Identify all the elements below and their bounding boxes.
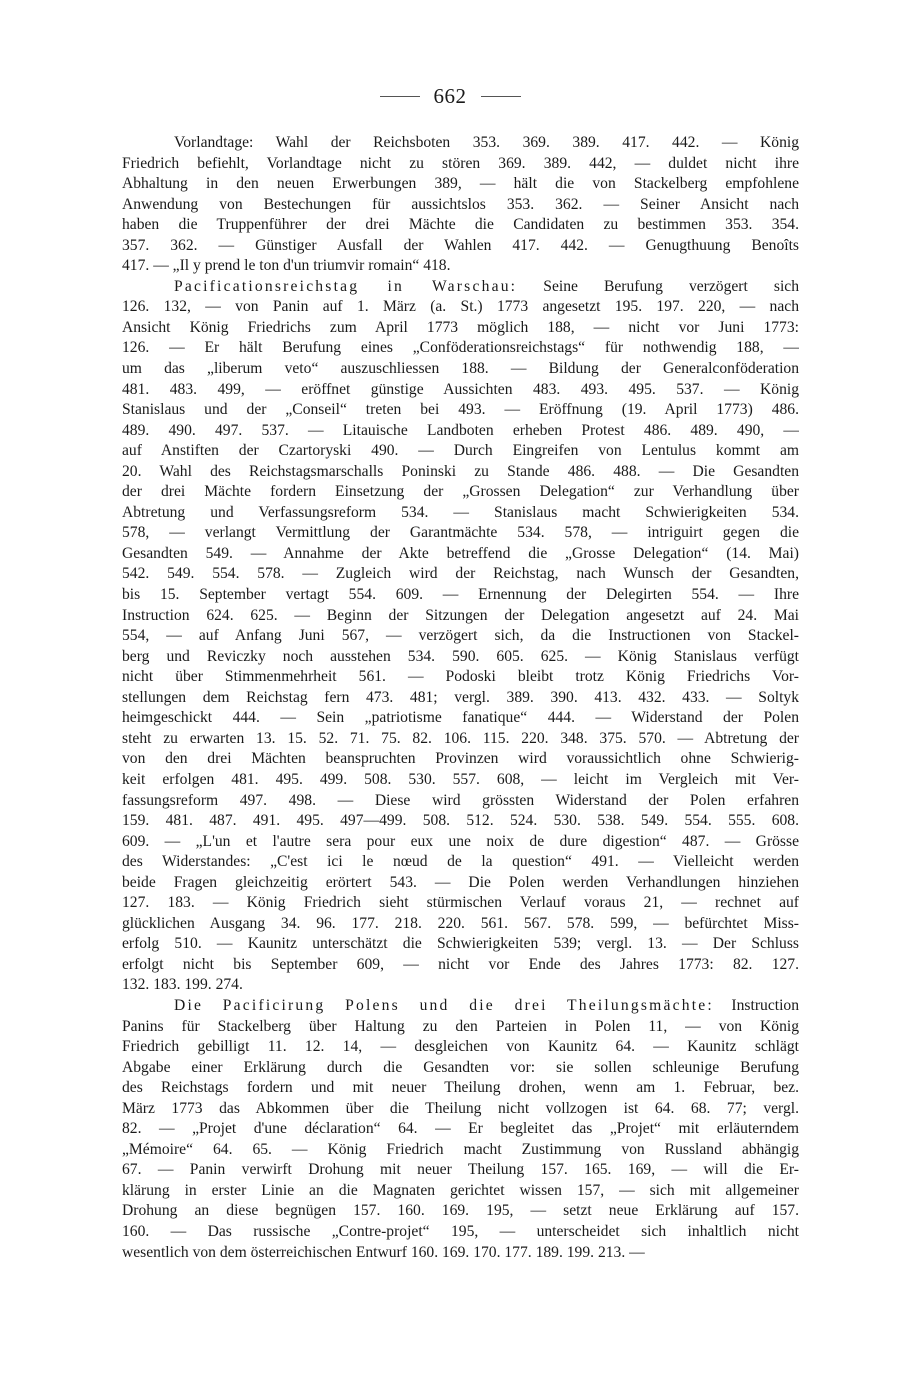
line-text: 82. — „Projet d'une déclaration“ 64. — Er begleitet das „Projet“ mit erläuterndem [122, 1120, 799, 1138]
line-text: wesentlich von dem österreichischen Entwurf 160. 169. 170. 177. 189. 199. 213. — [122, 1243, 645, 1261]
text-line [122, 564, 799, 585]
text-line [122, 647, 799, 668]
line-text: Anwendung von Bestechungen für aussichtslos 353. 362. — Seiner Ansicht nach [122, 195, 799, 213]
line-text: März 1773 das Abkommen über die Theilung nicht vollzogen ist 64. 68. 77; vergl. [122, 1099, 799, 1117]
text-line [122, 934, 799, 955]
text-line [122, 174, 799, 195]
line-text: 132. 183. 199. 274. [122, 976, 243, 994]
line-text: 67. — Panin verwirft Drohung mit neuer Theilung 157. 165. 169, — will die Er- [122, 1161, 799, 1179]
text-line [122, 1119, 799, 1140]
line-text: Friedrich befiehlt, Vorlandtage nicht zu stören 369. 389. 442, — duldet nicht ihre [122, 154, 799, 172]
page-body [122, 133, 799, 1263]
line-text: um das „liberum veto“ auszuschliessen 188. — Bildung der Generalconföderation [122, 360, 799, 378]
line-text: bis 15. September vertagt 554. 609. — Ernennung der Delegirten 554. — Ihre [122, 586, 799, 604]
line-text: Gesandten 549. — Annahme der Akte betreffend die „Grosse Delegation“ (14. Mai) [122, 544, 799, 562]
line-text: 481. 483. 499, — eröffnet günstige Aussichten 483. 493. 495. 537. — König [122, 380, 799, 398]
line-text: klärung in erster Linie an die Magnaten gerichtet wissen 157, — sich mit allgemeiner [122, 1181, 799, 1199]
line-text: erfolgt nicht bis September 609, — nicht vor Ende des Jahres 1773: 82. 127. [122, 955, 799, 973]
text-line [122, 256, 799, 277]
text-line [122, 400, 799, 421]
line-text: Friedrich gebilligt 11. 12. 14, — desgleichen von Kaunitz 64. — Kaunitz schlägt [122, 1038, 799, 1056]
text-line [122, 1222, 799, 1243]
text-line [122, 996, 799, 1017]
text-line [122, 791, 799, 812]
text-line [122, 667, 799, 688]
line-text: „Mémoire“ 64. 65. — König Friedrich macht Zustimmung von Russland abhängig [122, 1140, 799, 1158]
line-text: Panins für Stackelberg über Haltung zu den Parteien in Polen 11, — von König [122, 1017, 799, 1035]
text-line [122, 133, 799, 154]
line-text: 159. 481. 487. 491. 495. 497—499. 508. 512. 524. 530. 538. 549. 554. 555. 608. [122, 812, 799, 830]
line-text: 578, — verlangt Vermittlung der Garantmächte 534. 578, — intriguirt gegen die [122, 524, 799, 542]
text-line [122, 1037, 799, 1058]
text-line [122, 1078, 799, 1099]
text-line [122, 544, 799, 565]
line-text: 357. 362. — Günstiger Ausfall der Wahlen 417. 442. — Genugthuung Benoîts [122, 236, 799, 254]
page-number: 662 [433, 84, 467, 108]
text-line [122, 770, 799, 791]
line-text: beide Fragen gleichzeitig erörtert 543. — Die Polen werden Verhandlungen hinziehen [122, 873, 799, 891]
text-line [122, 462, 799, 483]
text-line [122, 359, 799, 380]
line-text: heimgeschickt 444. — Sein „patriotisme fanatique“ 444. — Widerstand der Polen [122, 709, 799, 727]
text-line [122, 975, 799, 996]
line-text: 160. — Das russische „Contre-projet“ 195, — unterscheidet sich inhaltlich nicht [122, 1222, 799, 1240]
entry-heading: Pacificationsreichstag in Warschau: [174, 277, 518, 295]
text-line [122, 873, 799, 894]
line-text: 20. Wahl des Reichstagsmarschalls Poninski zu Stande 486. 488. — Die Gesandten [122, 462, 799, 480]
text-line [122, 1058, 799, 1079]
text-line [122, 1140, 799, 1161]
text-line [122, 318, 799, 339]
text-line [122, 688, 799, 709]
line-text: des Widerstandes: „C'est ici le nœud de la question“ 491. — Vielleicht werden [122, 853, 799, 871]
line-text: Seine Berufung verzögert sich [517, 277, 799, 295]
line-text: Abtretung und Verfassungsreform 534. — Stanislaus macht Schwierigkeiten 534. [122, 503, 799, 521]
line-text: 417. — „Il y prend le ton d'un triumvir romain“ 418. [122, 257, 451, 275]
line-text: steht zu erwarten 13. 15. 52. 71. 75. 82. 106. 115. 220. 348. 375. 570. — Abtretung der [122, 729, 799, 747]
line-text: glücklichen Ausgang 34. 96. 177. 218. 220. 561. 567. 578. 599, — befürchtet Miss- [122, 914, 799, 932]
text-line [122, 1017, 799, 1038]
text-line [122, 1160, 799, 1181]
line-text: von den drei Mächten beanspruchten Provinzen wird voraussichtlich ohne Schwierig- [122, 750, 799, 768]
text-line [122, 1099, 799, 1120]
line-text: nicht über Stimmenmehrheit 561. — Podoski bleibt trotz König Friedrichs Vor- [122, 668, 799, 686]
line-text: Ansicht König Friedrichs zum April 1773 möglich 188, — nicht vor Juni 1773: [122, 318, 799, 336]
line-text: Abhaltung in den neuen Erwerbungen 389, — hält die von Stackelberg empfohlene [122, 175, 799, 193]
line-text: auf Anstiften der Czartoryski 490. — Durch Eingreifen von Lentulus kommt am [122, 442, 799, 460]
line-text: berg und Reviczky noch ausstehen 534. 590. 605. 625. — König Stanislaus verfügt [122, 647, 799, 665]
line-text: 542. 549. 554. 578. — Zugleich wird der Reichstag, nach Wunsch der Gesandten, [122, 565, 799, 583]
index-entry-vorlandtage [122, 133, 799, 277]
text-line [122, 277, 799, 298]
text-line [122, 606, 799, 627]
text-line [122, 1243, 799, 1264]
text-line [122, 154, 799, 175]
line-text: 489. 490. 497. 537. — Litauische Landboten erheben Protest 486. 489. 490, — [122, 421, 799, 439]
text-line [122, 297, 799, 318]
text-line [122, 421, 799, 442]
line-text: keit erfolgen 481. 495. 499. 508. 530. 557. 608, — leicht im Vergleich mit Ver- [122, 770, 799, 788]
text-line [122, 503, 799, 524]
text-line [122, 215, 799, 236]
page-header [0, 84, 900, 109]
line-text: haben die Truppenführer der drei Mächte die Candidaten zu bestimmen 353. 354. [122, 216, 799, 234]
text-line [122, 195, 799, 216]
text-line [122, 852, 799, 873]
text-line [122, 955, 799, 976]
line-text: 554, — auf Anfang Juni 567, — verzögert sich, da die Instructionen von Stackel- [122, 627, 799, 645]
text-line [122, 893, 799, 914]
index-entry-pacificirung [122, 996, 799, 1263]
line-text: Drohung an diese begnügen 157. 160. 169. 195, — setzt neue Erklärung auf 157. [122, 1202, 799, 1220]
line-text: stellungen dem Reichstag fern 473. 481; vergl. 389. 390. 413. 432. 433. — Soltyk [122, 688, 799, 706]
text-line [122, 708, 799, 729]
text-line [122, 1181, 799, 1202]
line-text: Abgabe einer Erklärung durch die Gesandten vor: sie sollen schleunige Berufung [122, 1058, 799, 1076]
line-text: Stanislaus und der „Conseil“ treten bei 493. — Eröffnung (19. April 1773) 486. [122, 401, 799, 419]
text-line [122, 585, 799, 606]
line-text: erfolg 510. — Kaunitz unterschätzt die Schwierigkeiten 539; vergl. 13. — Der Schluss [122, 935, 799, 953]
text-line [122, 811, 799, 832]
header-rule-right [481, 96, 521, 97]
line-text: fassungsreform 497. 498. — Diese wird grössten Widerstand der Polen erfahren [122, 791, 799, 809]
text-line [122, 441, 799, 462]
line-text: des Reichstags fordern und mit neuer Theilung drohen, wenn am 1. Februar, bez. [122, 1079, 799, 1097]
text-line [122, 749, 799, 770]
index-entry-pacificationsreichstag [122, 277, 799, 996]
text-line [122, 236, 799, 257]
text-line [122, 338, 799, 359]
text-line [122, 729, 799, 750]
line-text: 126. — Er hält Berufung eines „Conföderationsreichstags“ für nothwendig 188, — [122, 339, 799, 357]
line-text: 126. 132, — von Panin auf 1. März (a. St.) 1773 angesetzt 195. 197. 220, — nach [122, 298, 799, 316]
line-text: Vorlandtage: Wahl der Reichsboten 353. 369. 389. 417. 442. — König [174, 134, 799, 151]
text-line [122, 832, 799, 853]
text-line [122, 380, 799, 401]
line-text: 127. 183. — König Friedrich sieht stürmischen Verlauf voraus 21, — rechnet auf [122, 894, 799, 912]
header-rule-left [380, 96, 420, 97]
line-text: 609. — „L'un et l'autre sera pour eux une noix de dure digestion“ 487. — Grösse [122, 832, 799, 850]
text-line [122, 523, 799, 544]
text-line [122, 1201, 799, 1222]
entry-heading: Die Pacificirung Polens und die drei Theilungsmächte: [174, 996, 714, 1014]
line-text: der drei Mächte fordern Einsetzung der „Grossen Delegation“ zur Verhandlung über [122, 483, 799, 501]
text-line [122, 914, 799, 935]
text-line [122, 626, 799, 647]
line-text: Instruction [713, 996, 799, 1014]
line-text: Instruction 624. 625. — Beginn der Sitzungen der Delegation angesetzt auf 24. Mai [122, 606, 799, 624]
text-line [122, 482, 799, 503]
